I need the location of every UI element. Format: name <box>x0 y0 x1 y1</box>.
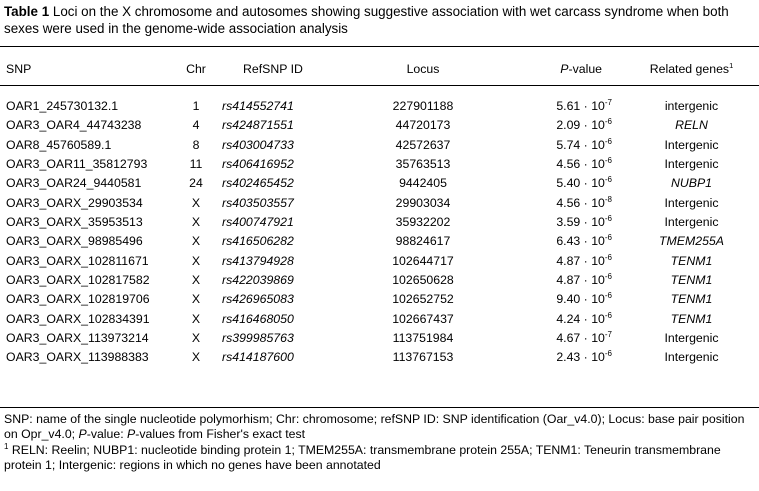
footnote-genes: $^1$ RELN: Reelin; NUBP1: nucleotide binding protein 1; TMEM255A: transmembrane protein 255A; TENM1: Teneurin transmembrane protein 1; Intergenic: regions in which no genes have been annotated <box>4 441 721 472</box>
header-rule <box>0 85 759 86</box>
header-row <box>0 61 759 77</box>
snp-cell: OAR3_OARX_35953513 <box>6 215 143 230</box>
table-row <box>0 310 759 329</box>
table-caption <box>4 3 754 37</box>
gene-cell: Intergenic <box>664 137 719 152</box>
pvalue-cell: $5.61 \cdot 10^{-7}$ <box>556 97 612 113</box>
chr-cell: X <box>191 253 201 268</box>
locus-cell: 98824617 <box>395 234 451 249</box>
table-row <box>0 348 759 367</box>
snp-cell: OAR3_OARX_29903534 <box>6 195 143 210</box>
table-row <box>0 155 759 174</box>
gene-cell: NUBP1 <box>670 176 712 191</box>
table-row <box>0 136 759 155</box>
snp-cell: OAR3_OARX_113973214 <box>6 331 149 346</box>
refsnp-cell: rs402465452 <box>222 176 294 191</box>
gene-cell: RELN <box>675 118 708 133</box>
gene-cell: Intergenic <box>664 350 719 365</box>
refsnp-cell: rs400747921 <box>222 215 294 230</box>
gene-cell: intergenic <box>664 99 719 113</box>
locus-cell: 9442405 <box>399 176 447 191</box>
table-label: Table 1 <box>4 4 50 19</box>
locus-cell: 113751984 <box>392 331 454 346</box>
locus-cell: 102650628 <box>392 273 454 288</box>
gene-cell: TMEM255A <box>659 234 724 249</box>
chr-cell: X <box>191 195 201 210</box>
table-row <box>0 174 759 193</box>
pvalue-cell: $5.40 \cdot 10^{-6}$ <box>556 175 612 191</box>
refsnp-cell: rs416506282 <box>222 234 294 249</box>
pvalue-cell: $2.09 \cdot 10^{-6}$ <box>556 117 612 133</box>
table-row <box>0 213 759 232</box>
snp-cell: OAR3_OARX_102817582 <box>6 273 150 288</box>
locus-cell: 44720173 <box>395 118 451 133</box>
gene-cell: Intergenic <box>664 157 719 172</box>
pvalue-cell: $4.87 \cdot 10^{-6}$ <box>556 272 612 288</box>
chr-cell: X <box>191 215 201 230</box>
pvalue-cell: $4.87 \cdot 10^{-6}$ <box>556 252 612 268</box>
pvalue-cell: $9.40 \cdot 10^{-6}$ <box>556 291 612 307</box>
table-body <box>0 97 759 368</box>
pvalue-cell: $4.56 \cdot 10^{-8}$ <box>556 194 612 210</box>
table-footnotes <box>4 412 756 473</box>
locus-cell: 102667437 <box>392 311 454 326</box>
locus-cell: 29903034 <box>395 195 451 210</box>
table-header <box>0 61 759 77</box>
table-row <box>0 97 759 116</box>
snp-cell: OAR3_OARX_98985496 <box>6 234 143 249</box>
data-table <box>0 97 759 368</box>
snp-cell: OAR3_OAR24_9440581 <box>6 176 142 191</box>
snp-cell: OAR3_OAR4_44743238 <box>6 118 142 133</box>
pvalue-cell: $3.59 \cdot 10^{-6}$ <box>556 213 612 230</box>
refsnp-cell: rs403503557 <box>222 195 294 210</box>
gene-cell: TENM1 <box>670 311 713 326</box>
refsnp-cell: rs406416952 <box>222 157 294 172</box>
top-rule <box>0 46 759 47</box>
header-related-genes: Related genes$^1$ <box>649 60 734 76</box>
refsnp-cell: rs413794928 <box>222 253 294 268</box>
locus-cell: 227901188 <box>392 99 454 113</box>
chr-cell: 11 <box>189 157 203 172</box>
snp-cell: OAR3_OARX_102819706 <box>6 292 150 307</box>
snp-cell: OAR3_OAR11_35812793 <box>6 157 148 172</box>
chr-cell: X <box>191 311 201 326</box>
pvalue-cell: $5.74 \cdot 10^{-6}$ <box>556 136 612 152</box>
refsnp-cell: rs399985763 <box>222 331 294 346</box>
locus-cell: 35763513 <box>395 157 451 172</box>
locus-cell: 42572637 <box>395 137 451 152</box>
chr-cell: 8 <box>192 137 200 152</box>
table-row <box>0 329 759 348</box>
chr-cell: X <box>191 234 201 249</box>
locus-cell: 35932202 <box>395 215 451 230</box>
refsnp-cell: rs424871551 <box>222 118 294 133</box>
chr-cell: X <box>191 292 201 307</box>
table-row <box>0 232 759 251</box>
refsnp-cell: rs426965083 <box>222 292 294 307</box>
header-pvalue: P-value <box>560 62 602 76</box>
header-locus: Locus <box>406 62 440 76</box>
snp-cell: OAR8_45760589.1 <box>6 137 112 152</box>
pvalue-cell: $4.24 \cdot 10^{-6}$ <box>556 310 612 326</box>
refsnp-cell: rs416468050 <box>222 311 294 326</box>
snp-cell: OAR3_OARX_102811671 <box>6 253 149 268</box>
snp-cell: OAR3_OARX_113988383 <box>6 350 149 365</box>
chr-cell: 4 <box>192 118 200 133</box>
table-row <box>0 252 759 271</box>
header-snp: SNP <box>6 62 32 76</box>
gene-cell: Intergenic <box>664 195 719 210</box>
refsnp-cell: rs414187600 <box>222 350 294 365</box>
gene-cell: TENM1 <box>670 292 713 307</box>
gene-cell: Intergenic <box>664 215 719 230</box>
gene-cell: TENM1 <box>670 253 713 268</box>
gene-cell: TENM1 <box>670 273 713 288</box>
chr-cell: X <box>191 273 201 288</box>
table-row <box>0 290 759 309</box>
table-row <box>0 116 759 135</box>
refsnp-cell: rs422039869 <box>222 273 294 288</box>
gene-cell: Intergenic <box>664 331 719 346</box>
pvalue-cell: $4.67 \cdot 10^{-7}$ <box>556 330 612 346</box>
pvalue-cell: $2.43 \cdot 10^{-6}$ <box>556 349 612 365</box>
table-row <box>0 271 759 290</box>
pvalue-cell: $4.56 \cdot 10^{-6}$ <box>556 155 612 172</box>
locus-cell: 113767153 <box>392 350 454 365</box>
snp-cell: OAR3_OARX_102834391 <box>6 311 150 326</box>
pvalue-cell: $6.43 \cdot 10^{-6}$ <box>556 233 612 249</box>
chr-cell: X <box>191 331 201 346</box>
locus-cell: 102644717 <box>392 253 454 268</box>
chr-cell: 1 <box>192 99 200 113</box>
snp-cell: OAR1_245730132.1 <box>6 99 119 113</box>
header-chr: Chr <box>186 62 206 76</box>
refsnp-cell: rs403004733 <box>222 137 294 152</box>
header-refsnp: RefSNP ID <box>243 62 303 76</box>
chr-cell: 24 <box>189 176 203 191</box>
table-title: Loci on the X chromosome and autosomes showing suggestive association with wet carcass syndrome when both sexes were used in the genome-wide association analysis <box>4 4 729 36</box>
locus-cell: 102652752 <box>392 292 454 307</box>
bottom-rule <box>0 407 759 408</box>
table-row <box>0 194 759 213</box>
footnote-abbreviations: SNP: name of the single nucleotide polymorhism; Chr: chromosome; refSNP ID: SNP identification (Oar_v4.0); Locus: base pair position on Opr_v4.0; P-value: P-values from Fisher's exact test <box>4 412 745 442</box>
chr-cell: X <box>191 350 201 365</box>
refsnp-cell: rs414552741 <box>222 99 294 113</box>
